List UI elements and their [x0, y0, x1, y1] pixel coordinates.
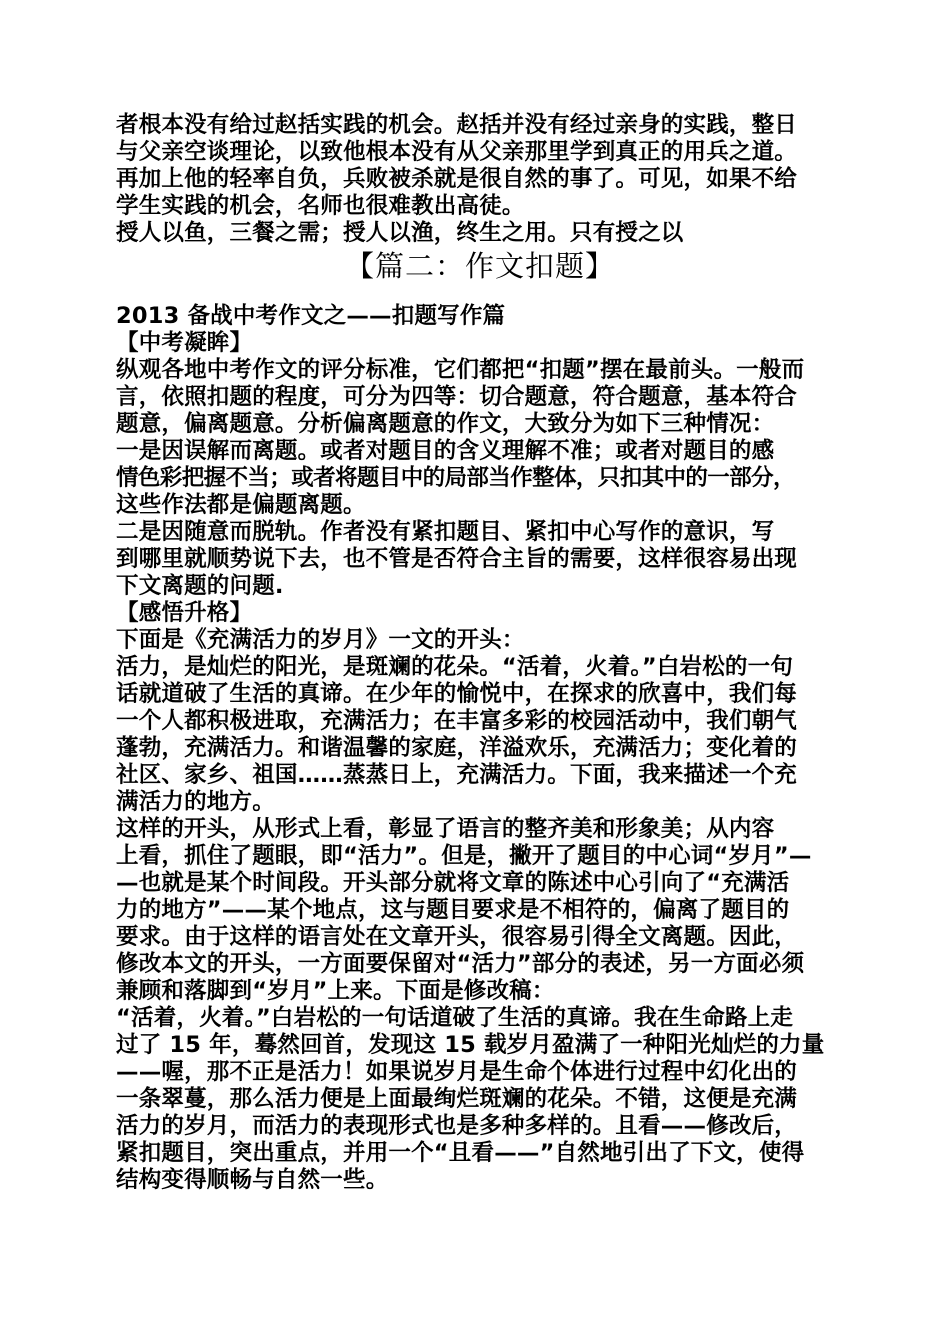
text-line: 学生实践的机会，名师也很难教出高徒。: [116, 193, 525, 219]
section-heading: 【篇二：作文扣题】: [344, 249, 615, 283]
text-line: 满活力的地方。: [116, 789, 275, 815]
text-line: 纵观各地中考作文的评分标准，它们都把“扣题”摆在最前头。一般而: [116, 357, 805, 383]
text-line: 力的地方”——某个地点，这与题目要求是不相符的，偏离了题目的: [116, 897, 790, 923]
text-line: 一个人都积极进取，充满活力；在丰富多彩的校园活动中，我们朝气: [116, 708, 798, 734]
text-line: 过了 15 年，蓦然回首，发现这 15 载岁月盈满了一种阳光灿烂的力量: [116, 1032, 825, 1058]
text-line: 话就道破了生活的真谛。在少年的愉悦中，在探求的欣喜中，我们每: [116, 681, 798, 707]
text-line: 到哪里就顺势说下去，也不管是否符合主旨的需要，这样很容易出现: [116, 546, 798, 572]
text-line: 授人以鱼，三餐之需；授人以渔，终生之用。只有授之以: [116, 220, 684, 246]
text-line: 一条翠蔓，那么活力便是上面最绚烂斑斓的花朵。不错，这便是充满: [116, 1086, 798, 1112]
text-line: 修改本文的开头，一方面要保留对“活力”部分的表述，另一方面必须: [116, 951, 805, 977]
text-line: 紧扣题目，突出重点，并用一个“且看——”自然地引出了下文，使得: [116, 1140, 805, 1166]
text-line: “活着，火着。”白岩松的一句话道破了生活的真谛。我在生命路上走: [116, 1005, 794, 1031]
text-line: 与父亲空谈理论，以致他根本没有从父亲那里学到真正的用兵之道。: [116, 139, 798, 165]
text-line: 言，依照扣题的程度，可分为四等：切合题意，符合题意，基本符合: [116, 384, 798, 410]
text-line: 兼顾和落脚到“岁月”上来。下面是修改稿：: [116, 978, 555, 1004]
text-line: 者根本没有给过赵括实践的机会。赵括并没有经过亲身的实践，整日: [116, 112, 798, 138]
text-line: 这些作法都是偏题离题。: [116, 492, 366, 518]
subtitle-line: 2013 备战中考作文之——扣题写作篇: [116, 303, 506, 329]
text-line: 下文离题的问题.: [116, 573, 284, 599]
text-line: 上看，抓住了题眼，即“活力”。但是，撇开了题目的中心词“岁月”—: [116, 843, 812, 869]
subsection-label: 【中考凝眸】: [116, 330, 253, 356]
intro-paragraph: [116, 112, 844, 247]
text-line: 要求。由于这样的语言处在文章开头，很容易引得全文离题。因此，: [116, 924, 798, 950]
text-line: 下面是《充满活力的岁月》一文的开头：: [116, 627, 525, 653]
text-line: 结构变得顺畅与自然一些。: [116, 1167, 389, 1193]
document-page: [116, 112, 844, 1194]
text-line: 社区、家乡、祖国……蒸蒸日上，充满活力。下面，我来描述一个充: [116, 762, 798, 788]
text-line: 题意，偏离题意。分析偏离题意的作文，大致分为如下三种情况：: [116, 411, 775, 437]
text-line: 活力，是灿烂的阳光，是斑斓的花朵。“活着，火着。”白岩松的一句: [116, 654, 794, 680]
text-line: 蓬勃，充满活力。和谐温馨的家庭，洋溢欢乐，充满活力；变化着的: [116, 735, 798, 761]
subsection-label: 【感悟升格】: [116, 600, 253, 626]
text-line: 活力的岁月，而活力的表现形式也是多种多样的。且看——修改后，: [116, 1113, 798, 1139]
text-line: 这样的开头，从形式上看，彰显了语言的整齐美和形象美；从内容: [116, 816, 775, 842]
text-line: 二是因随意而脱轨。作者没有紧扣题目、紧扣中心写作的意识，写: [116, 519, 775, 545]
body-text: [116, 303, 844, 1194]
text-line: ——喔，那不正是活力！如果说岁月是生命个体进行过程中幻化出的: [116, 1059, 798, 1085]
text-line: 再加上他的轻率自负，兵败被杀就是很自然的事了。可见，如果不给: [116, 166, 798, 192]
text-line: 一是因误解而离题。或者对题目的含义理解不准；或者对题目的感: [116, 438, 775, 464]
text-line: —也就是某个时间段。开头部分就将文章的陈述中心引向了“充满活: [116, 870, 790, 896]
text-line: 情色彩把握不当；或者将题目中的局部当作整体，只扣其中的一部分，: [116, 465, 795, 491]
